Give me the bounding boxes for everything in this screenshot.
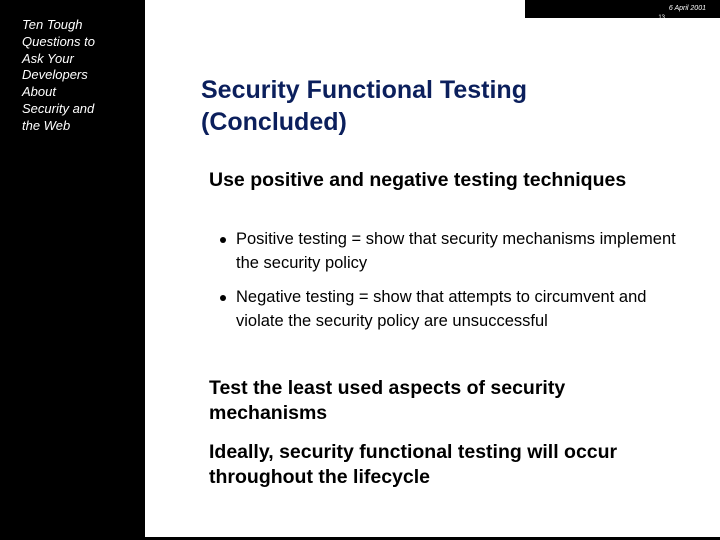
point-1-text: Use positive and negative testing techniques	[209, 169, 627, 191]
slide-title: Security Functional Testing (Concluded)	[201, 76, 527, 136]
page-number: 13	[658, 15, 665, 21]
subpoint-positive-testing: Positive testing = show that security mechanisms implement the security policy	[236, 230, 676, 272]
sidebar	[0, 0, 145, 540]
header-strip	[525, 0, 720, 21]
bullet-dot-icon	[220, 237, 226, 243]
sidebar-presentation-title: Ten Tough Questions to Ask Your Developers About Security and the Web	[22, 17, 95, 133]
point-3-text: Ideally, security functional testing will occur throughout the lifecycle	[209, 441, 618, 488]
point-2-text: Test the least used aspects of security mechanisms	[209, 377, 566, 424]
bullet-dot-icon	[220, 295, 226, 301]
date-label: 6 April 2001	[668, 5, 706, 12]
subpoint-negative-testing: Negative testing = show that attempts to circumvent and violate the security policy are unsuccessful	[236, 288, 647, 330]
